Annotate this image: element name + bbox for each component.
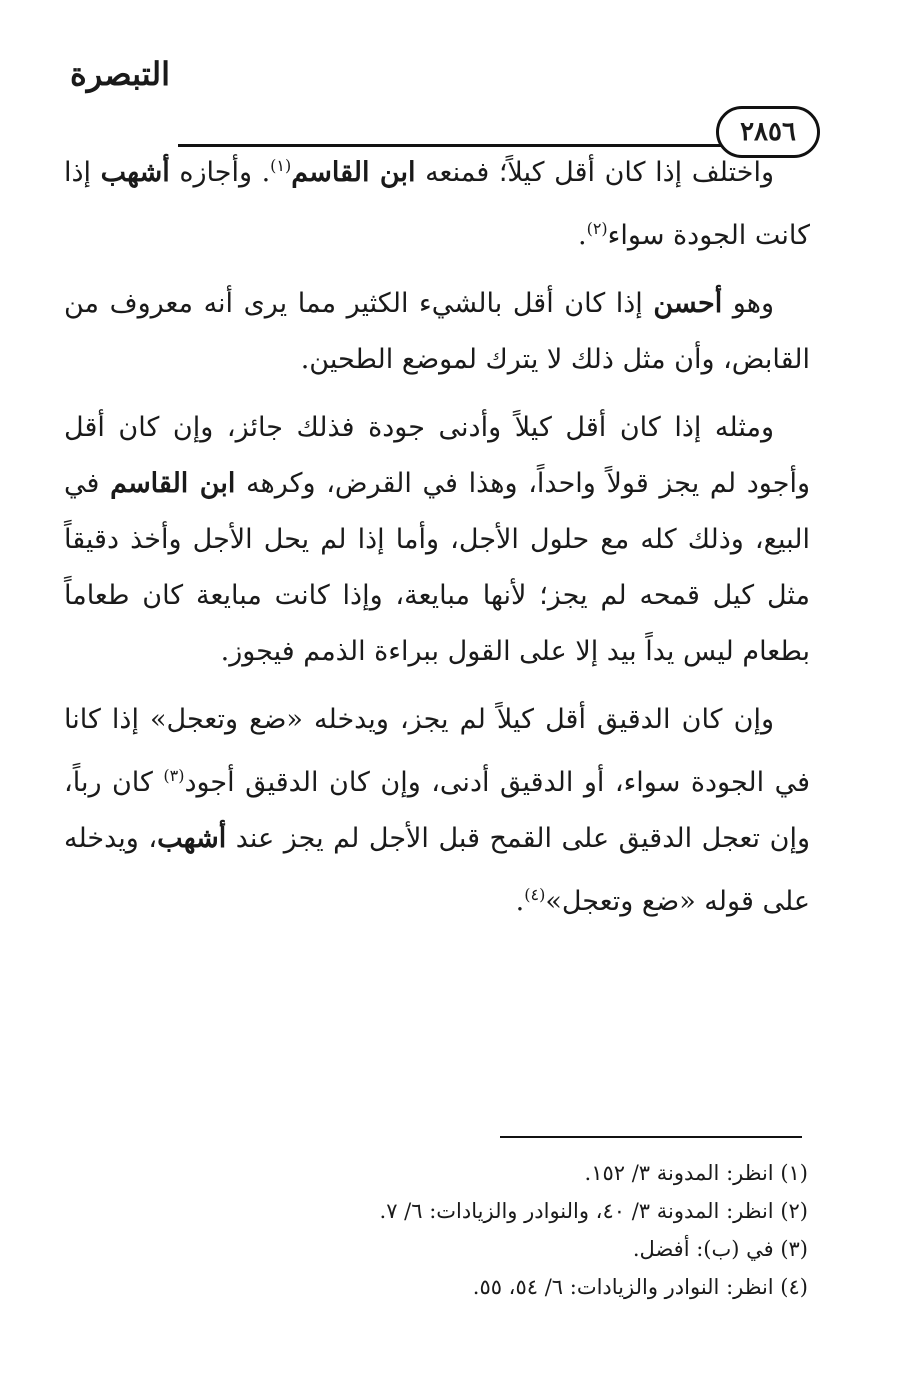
book-title: التبصرة (69, 55, 171, 93)
footnotes (380, 1154, 808, 1306)
footnote-separator (500, 1136, 802, 1138)
text-run: وهو (722, 288, 774, 319)
text-run: . (577, 220, 587, 251)
text-run: . (515, 886, 525, 917)
bold-name: ابن القاسم (110, 468, 236, 499)
bold-name: أشهب (157, 823, 227, 854)
bold-name: أحسن (653, 288, 723, 319)
footnote-ref: (٣) (163, 766, 185, 785)
page-header (60, 48, 820, 147)
footnote-ref: (٤) (524, 885, 546, 904)
paragraph (64, 138, 810, 264)
bold-name: أشهب (100, 157, 170, 188)
paragraph (64, 400, 810, 680)
page-number: ٢٨٥٦ (716, 106, 820, 158)
footnote-4: (٤) انظر: النوادر والزيادات: ٦/ ٥٤، ٥٥. (472, 1275, 808, 1299)
text-run: إذا كانت الجودة سواء (64, 157, 810, 251)
footnote-2: (٢) انظر: المدونة ٣/ ٤٠، والنوادر والزيادات: ٦/ ٧. (379, 1199, 808, 1223)
main-text (64, 138, 810, 942)
paragraph (64, 276, 810, 388)
bold-name: ابن القاسم (291, 157, 416, 188)
paragraph (64, 692, 810, 930)
text-run: واختلف إذا كان أقل كيلاً؛ فمنعه (415, 157, 775, 188)
text-run: وإن كان الدقيق أقل كيلاً لم يجز، ويدخله «ضع وتعجل» إذا كانا في الجودة سواء، أو الدقيق أدنى، وإن كان الدقيق أجود (64, 704, 810, 798)
text-run: ومثله إذا كان أقل كيلاً وأدنى جودة فذلك جائز، وإن كان أقل وأجود لم يجز قولاً واحداً، وهذا في القرض، وكرهه (64, 412, 810, 499)
text-run: كان رباً، وإن تعجل الدقيق على القمح قبل الأجل لم يجز عند (64, 767, 810, 854)
footnote-ref: (١) (270, 156, 292, 175)
text-run: ، ويدخله على قوله «ضع وتعجل» (64, 823, 810, 917)
footnote-1: (١) انظر: المدونة ٣/ ١٥٢. (584, 1161, 808, 1185)
text-run: إذا كان أقل بالشيء الكثير مما يرى أنه معروف من القابض، وأن مثل ذلك لا يترك لموضع الطحين. (64, 288, 810, 375)
footnote-ref: (٢) (586, 219, 608, 238)
text-run: في البيع، وذلك كله مع حلول الأجل، وأما إذا لم يحل الأجل وأخذ دقيقاً مثل كيل قمحه لم يجز؛ لأنها مبايعة، وإذا كانت مبايعة كان طعاماً بطعام ليس يداً بيد إلا على القول ببراءة الذمم فيجوز. (64, 468, 810, 667)
footnote-3: (٣) في (ب): أفضل. (632, 1237, 808, 1261)
text-run: . وأجازه (169, 157, 271, 188)
